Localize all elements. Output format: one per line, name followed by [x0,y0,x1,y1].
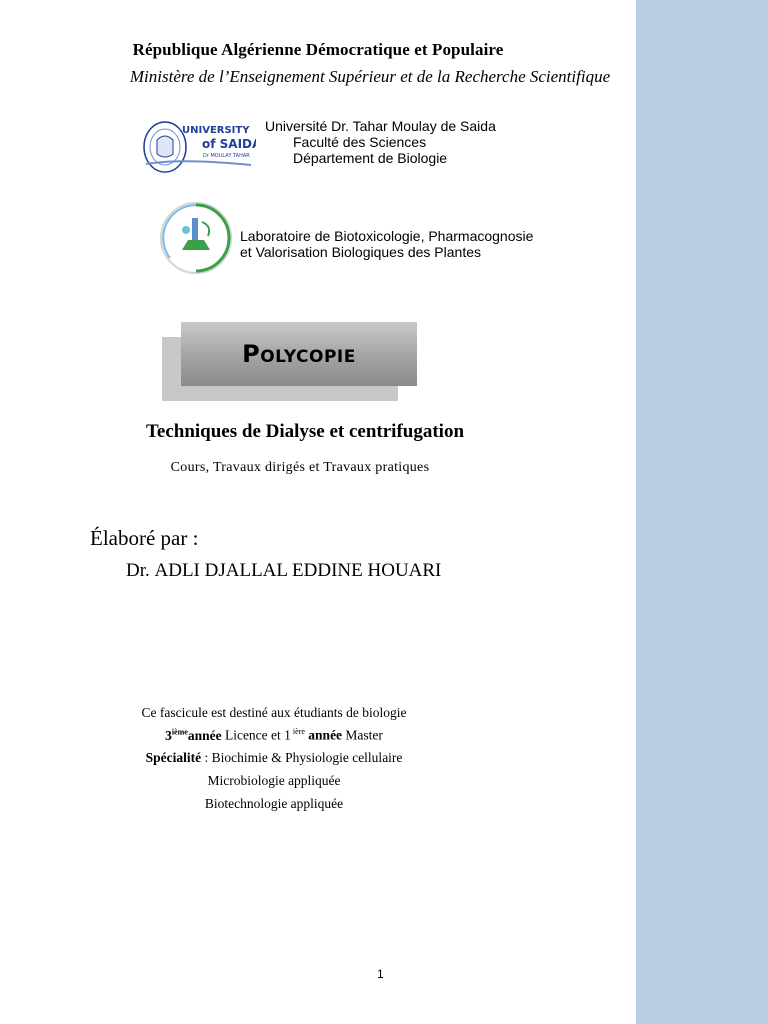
ministry-heading: Ministère de l’Enseignement Supérieur et de la Recherche Scientifique [129,67,611,86]
logo-text-university: UNIVERSITY [182,125,250,136]
logo-text-saida: of SAIDA [202,137,256,151]
page-number: 1 [377,967,384,981]
audience-line2 [0,727,548,744]
specialite-value: : Biochimie & Physiologie cellulaire [201,750,403,765]
polycopie-label: Polycopie [242,340,356,368]
year3-word: année [187,727,222,743]
faculty-name: Faculté des Sciences [293,134,427,150]
republic-heading: République Algérienne Démocratique et Populaire [132,40,504,59]
year3-sup: ième [171,727,188,736]
university-logo [141,118,256,176]
specialite-label: Spécialité [145,750,202,765]
right-sidebar-band [636,0,768,1024]
laboratory-info [240,228,533,260]
polycopie-box [181,322,417,386]
document-title: Techniques de Dialyse et centrifugation [145,421,465,442]
year1-number: 1 [284,727,291,743]
year1-word: année [308,727,343,743]
elabore-label: Élaboré par : [90,526,199,550]
audience-line3 [0,750,548,766]
year1-sup: ière [290,727,305,736]
laboratory-logo [158,200,234,276]
author-prefix: Dr. [126,560,150,581]
audience-line1: Ce fascicule est destiné aux étudiants de biologie [141,705,407,720]
laboratory-line2: et Valorisation Biologiques des Plantes [240,244,482,260]
university-name: Université Dr. Tahar Moulay de Saida [265,118,496,134]
audience-line4: Microbiologie appliquée [207,773,341,788]
logo-text-moulay: Dr MOULAY TAHAR [203,153,250,159]
author [126,560,441,582]
university-info [265,118,496,166]
audience-line5: Biotechnologie appliquée [204,796,344,811]
department-name: Département de Biologie [293,150,448,166]
licence-text: Licence et [221,727,285,743]
author-name: ADLI DJALLAL EDDINE HOUARI [154,560,442,581]
document-subtitle: Cours, Travaux dirigés et Travaux pratiques [170,460,430,475]
laboratory-line1: Laboratoire de Biotoxicologie, Pharmacognosie [240,228,534,244]
master-text: Master [342,727,383,743]
year3-number: 3 [165,727,172,743]
